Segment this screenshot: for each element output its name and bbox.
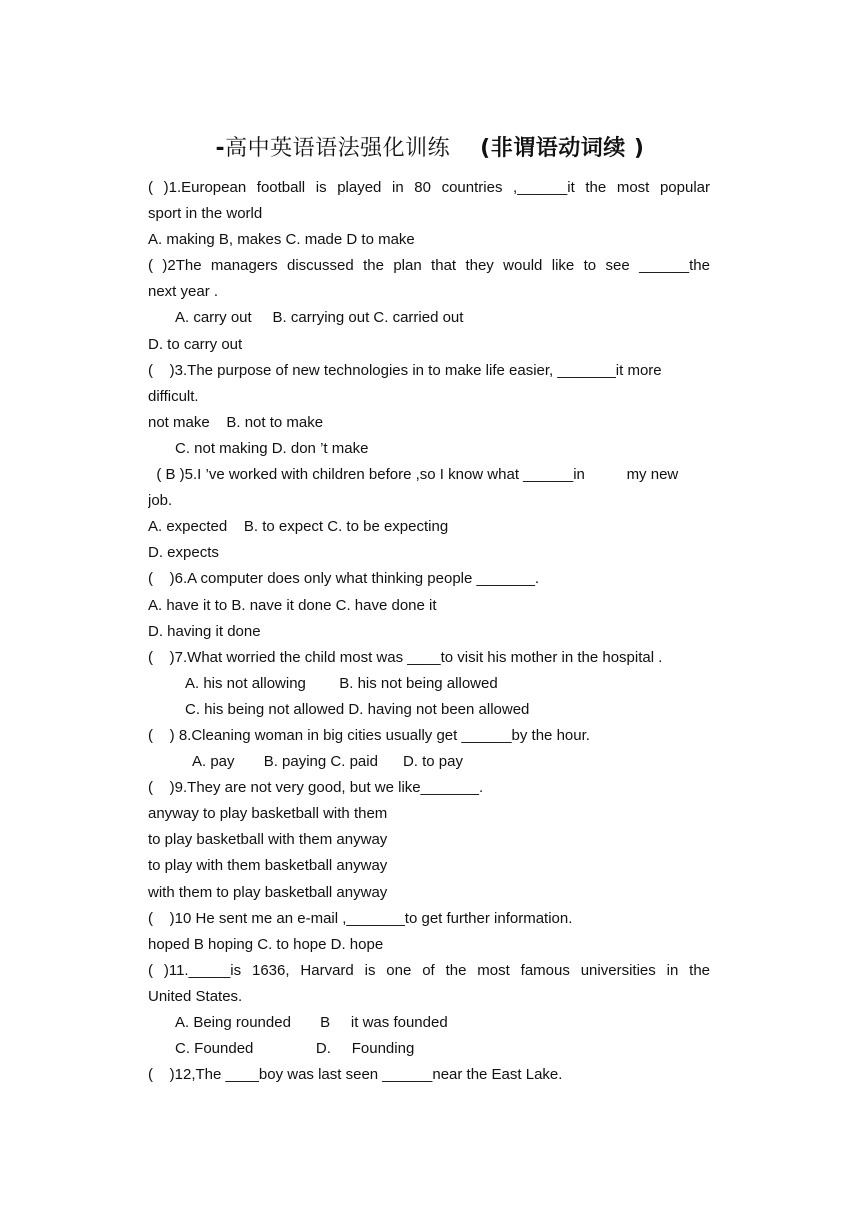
text-line: not make B. not to make [148,413,324,431]
text-line: to play with them basketball anyway [148,857,388,875]
text-line: with them to play basketball anyway [148,883,388,901]
text-line: ( )7.What worried the child most was ____to visit his mother in the hospital . [148,648,663,666]
text-line: ( )9.They are not very good, but we like_______. [148,779,484,797]
title-prefix: - [215,136,226,161]
title-paren: (非谓语动词续 ) [480,136,645,161]
text-line: job. [148,492,173,510]
text-line: ( )12,The ____boy was last seen ______near the East Lake. [148,1066,563,1084]
text-line: ( )11._____is 1636, Harvard is one of the most famous universities in the [148,961,710,979]
title-main: 高中英语语法强化训练 [225,136,451,161]
text-line: ( )3.The purpose of new technologies in to make life easier, _______it more [148,361,662,379]
text-line: ( )1.European football is played in 80 countries ,______it the most popular [148,179,710,196]
text-line: to play basketball with them anyway [148,831,388,849]
text-line: A. have it to B. nave it done C. have done it [148,596,437,614]
text-line: difficult. [148,387,199,405]
text-line: D. having it done [148,622,261,640]
text-line: next year . [148,283,219,301]
text-line: C. his being not allowed D. having not been allowed [185,700,530,718]
text-line: ( )6.A computer does only what thinking people _______. [148,570,540,588]
text-line: anyway to play basketball with them [148,805,388,823]
text-line: D. to carry out [148,335,243,353]
text-line: United States. [148,987,243,1005]
text-line: ( )2The managers discussed the plan that they would like to see ______the [148,257,710,275]
text-line: A. carry out B. carrying out C. carried out [175,309,464,327]
text-line: A. making B, makes C. made D to make [148,231,415,249]
text-line: A. pay B. paying C. paid D. to pay [192,753,463,771]
text-line: A. Being rounded B it was founded [175,1014,448,1031]
text-line: C. not making D. don ’t make [175,439,369,457]
text-line: ( )10 He sent me an e-mail ,_______to get further information. [148,909,573,927]
page-title [0,134,860,164]
text-line: C. Founded D. Founding [175,1040,415,1058]
text-line: A. his not allowing B. his not being allowed [185,674,498,692]
text-line: A. expected B. to expect C. to be expecting [148,518,449,536]
text-line: sport in the world [148,205,263,223]
text-line: hoped B hoping C. to hope D. hope [148,935,384,953]
text-line: ( B )5.I ’ve worked with children before ,so I know what ______in my new [148,466,679,484]
text-line: D. expects [148,544,219,562]
text-line: ( ) 8.Cleaning woman in big cities usually get ______by the hour. [148,726,590,744]
exercise-content [148,175,710,1088]
